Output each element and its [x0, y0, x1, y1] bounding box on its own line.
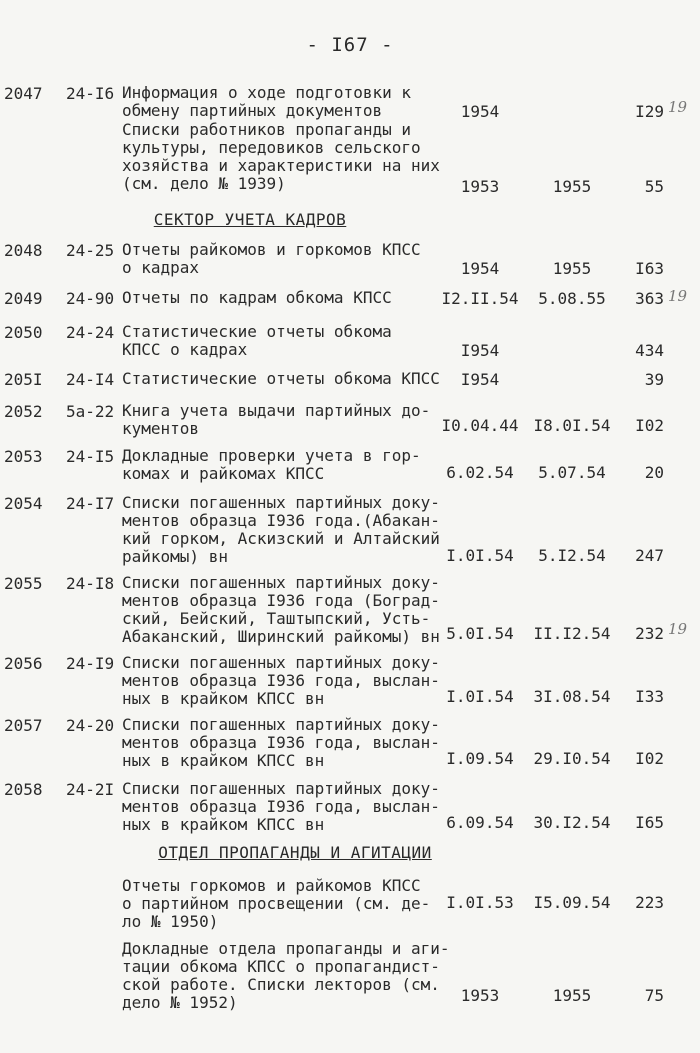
pencil-note: 19	[668, 98, 688, 116]
row-number: 2056	[4, 654, 43, 673]
row-code: 24-I6	[66, 84, 115, 103]
row-start-date: 5.0I.54	[446, 624, 514, 643]
row-end-date: 5.07.54	[538, 463, 606, 482]
row-start-date: I2.II.54	[441, 289, 519, 308]
section-heading-propaganda: ОТДЕЛ ПРОПАГАНДЫ И АГИТАЦИИ	[158, 843, 432, 862]
pencil-note: 19	[668, 620, 688, 638]
row-end-date: 29.I0.54	[533, 749, 611, 768]
row-sheet-count: 20	[644, 463, 664, 482]
row-title: Отчеты райкомов и горкомов КПСС о кадрах	[122, 240, 421, 277]
row-title: Книга учета выдачи партийных до- кументов	[122, 401, 431, 438]
row-sheet-count: 55	[644, 177, 664, 196]
row-end-date: I8.0I.54	[533, 416, 611, 435]
row-code: 24-25	[66, 241, 115, 260]
row-code: 24-I5	[66, 447, 115, 466]
row-sheet-count: I33	[635, 687, 664, 706]
row-number: 2057	[4, 716, 43, 735]
row-sheet-count: 232	[635, 624, 664, 643]
row-start-date: 6.09.54	[446, 813, 514, 832]
row-start-date: 1954	[460, 102, 500, 121]
row-start-date: 1954	[460, 259, 500, 278]
row-number: 2058	[4, 780, 43, 799]
row-end-date: 1955	[552, 259, 592, 278]
row-number: 2050	[4, 323, 43, 342]
pencil-note: 19	[668, 287, 688, 305]
row-title: Списки погашенных партийных доку- ментов образца I936 года, выслан- ных в крайком КПСС вн	[122, 653, 440, 708]
row-number: 2055	[4, 574, 43, 593]
row-sheet-count: 434	[635, 341, 664, 360]
row-end-date: 30.I2.54	[533, 813, 611, 832]
row-sheet-count: I65	[635, 813, 664, 832]
row-end-date: II.I2.54	[533, 624, 611, 643]
row-start-date: I0.04.44	[441, 416, 519, 435]
row-code: 24-24	[66, 323, 115, 342]
row-title: Списки погашенных партийных доку- ментов образца I936 года, выслан- ных в крайком КПСС вн	[122, 779, 440, 834]
row-number: 2048	[4, 241, 43, 260]
row-title: Списки работников пропаганды и культуры, передовиков сельского хозяйства и характеристики на них (см. дело № 1939)	[122, 120, 440, 193]
row-end-date: 1955	[552, 177, 592, 196]
row-start-date: I.0I.54	[446, 687, 514, 706]
row-title: Докладные проверки учета в гор- комах и райкомах КПСС	[122, 446, 421, 483]
section-heading-personnel: СЕКТОР УЧЕТА КАДРОВ	[153, 210, 347, 229]
row-sheet-count: I63	[635, 259, 664, 278]
row-title: Статистические отчеты обкома КПСС	[122, 369, 440, 388]
row-end-date: I5.09.54	[533, 893, 611, 912]
row-title: Отчеты горкомов и райкомов КПСС о партийном просвещении (см. де- ло № 1950)	[122, 876, 431, 931]
row-sheet-count: I02	[635, 416, 664, 435]
row-number: 2053	[4, 447, 43, 466]
row-title: Отчеты по кадрам обкома КПСС	[122, 288, 392, 307]
row-start-date: I954	[460, 341, 500, 360]
row-title: Статистические отчеты обкома КПСС о кадрах	[122, 322, 392, 359]
page-number: - I67 -	[306, 34, 394, 56]
row-start-date: I954	[460, 370, 500, 389]
row-sheet-count: 223	[635, 893, 664, 912]
row-sheet-count: 75	[644, 986, 664, 1005]
row-code: 24-I9	[66, 654, 115, 673]
row-title: Информация о ходе подготовки к обмену партийных документов	[122, 83, 411, 120]
row-start-date: 1953	[460, 986, 500, 1005]
row-sheet-count: 363	[635, 289, 664, 308]
row-title: Списки погашенных партийных доку- ментов образца I936 года.(Абакан- кий горком, Аскизский и Алтайский райкомы) вн	[122, 493, 440, 566]
row-end-date: 5.08.55	[538, 289, 606, 308]
row-code: 24-I8	[66, 574, 115, 593]
row-start-date: I.09.54	[446, 749, 514, 768]
row-number: 2052	[4, 402, 43, 421]
row-number: 205I	[4, 370, 43, 389]
row-title: Докладные отдела пропаганды и аги- тации обкома КПСС о пропагандист- ской работе. Списки лекторов (см. дело № 1952)	[122, 939, 450, 1012]
row-end-date: 3I.08.54	[533, 687, 611, 706]
row-start-date: 6.02.54	[446, 463, 514, 482]
row-title: Списки погашенных партийных доку- ментов образца I936 года, выслан- ных в крайком КПСС вн	[122, 715, 440, 770]
row-number: 2054	[4, 494, 43, 513]
row-start-date: I.0I.53	[446, 893, 514, 912]
row-sheet-count: 247	[635, 546, 664, 565]
row-code: 24-90	[66, 289, 115, 308]
row-title: Списки погашенных партийных доку- ментов образца I936 года (Боград- ский, Бейский, Таштыпский, Усть- Абаканский, Ширинский райкомы) вн	[122, 573, 440, 646]
row-number: 2047	[4, 84, 43, 103]
row-code: 24-20	[66, 716, 115, 735]
row-number: 2049	[4, 289, 43, 308]
row-start-date: I.0I.54	[446, 546, 514, 565]
row-sheet-count: 39	[644, 370, 664, 389]
row-code: 24-I7	[66, 494, 115, 513]
row-end-date: 1955	[552, 986, 592, 1005]
row-sheet-count: I02	[635, 749, 664, 768]
row-end-date: 5.I2.54	[538, 546, 606, 565]
row-sheet-count: I29	[635, 102, 664, 121]
row-code: 5а-22	[66, 402, 115, 421]
row-code: 24-2I	[66, 780, 115, 799]
row-code: 24-I4	[66, 370, 115, 389]
row-start-date: 1953	[460, 177, 500, 196]
